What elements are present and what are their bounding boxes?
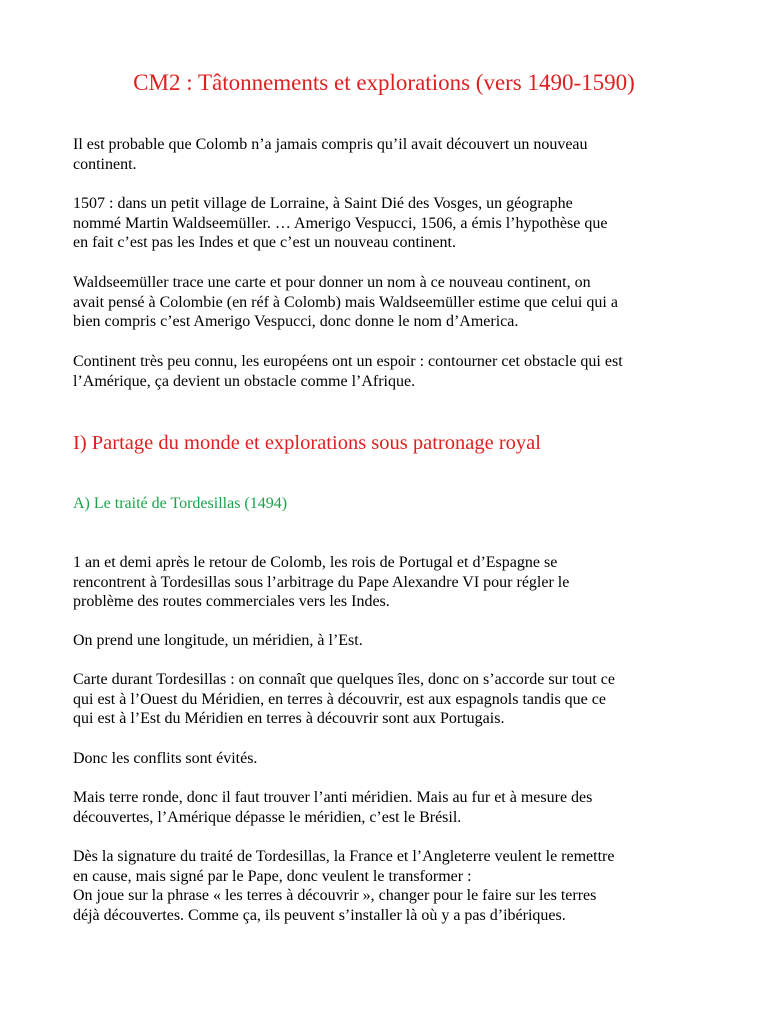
text-line: déjà découvertes. Comme ça, ils peuvent s’installer là où y a pas d’ibériques. <box>73 906 566 924</box>
paragraph <box>73 631 713 651</box>
paragraph <box>73 553 713 612</box>
text-line: Donc les conflits sont évités. <box>73 750 258 767</box>
text-line: On prend une longitude, un méridien, à l’Est. <box>73 632 363 649</box>
text-line: bien compris c’est Amerigo Vespucci, donc donne le nom d’America. <box>73 313 519 330</box>
text-line: 1 an et demi après le retour de Colomb, les rois de Portugal et d’Espagne se <box>73 554 558 571</box>
text-line: Dès la signature du traité de Tordesillas, la France et l’Angleterre veulent le remettre <box>73 848 615 865</box>
text-line: Il est probable que Colomb n’a jamais compris qu’il avait découvert un nouveau <box>73 136 588 153</box>
section-heading: I) Partage du monde et explorations sous patronage royal <box>73 432 541 454</box>
text-line: en fait c’est pas les Indes et que c’est un nouveau continent. <box>73 234 456 251</box>
page-title: CM2 : Tâtonnements et explorations (vers 1490-1590) <box>133 70 635 95</box>
text-line: Mais terre ronde, donc il faut trouver l’anti méridien. Mais au fur et à mesure des <box>73 789 593 806</box>
text-line: Continent très peu connu, les européens ont un espoir : contourner cet obstacle qui est <box>73 353 623 370</box>
text-line: qui est à l’Ouest du Méridien, en terres à découvrir, est aux espagnols tandis que ce <box>73 690 606 708</box>
text-line: Carte durant Tordesillas : on connaît que quelques îles, donc on s’accorde sur tout ce <box>73 671 615 688</box>
text-line: en cause, mais signé par le Pape, donc veulent le transformer : <box>73 867 472 885</box>
paragraph <box>73 670 713 729</box>
paragraph <box>73 273 713 332</box>
paragraph <box>73 788 713 827</box>
subsection-heading: A) Le traité de Tordesillas (1494) <box>73 495 288 512</box>
text-line: découvertes, l’Amérique dépasse le méridien, c’est le Brésil. <box>73 808 462 826</box>
text-line: nommé Martin Waldseemüller. … Amerigo Vespucci, 1506, a émis l’hypothèse que <box>73 214 608 232</box>
text-line: avait pensé à Colombie (en réf à Colomb) mais Waldseemüller estime que celui qui a <box>73 293 618 311</box>
text-line: l’Amérique, ça devient un obstacle comme l’Afrique. <box>73 372 416 390</box>
paragraph <box>73 194 713 253</box>
paragraph <box>73 135 713 174</box>
paragraph <box>73 352 713 391</box>
text-line: rencontrent à Tordesillas sous l’arbitrage du Pape Alexandre VI pour régler le <box>73 573 570 591</box>
paragraph <box>73 847 713 925</box>
text-line: qui est à l’Est du Méridien en terres à découvrir sont aux Portugais. <box>73 710 505 727</box>
paragraph <box>73 749 713 769</box>
text-line: continent. <box>73 155 137 173</box>
text-line: 1507 : dans un petit village de Lorraine, à Saint Dié des Vosges, un géographe <box>73 195 573 212</box>
text-line: problème des routes commerciales vers les Indes. <box>73 593 390 610</box>
text-line: Waldseemüller trace une carte et pour donner un nom à ce nouveau continent, on <box>73 274 591 291</box>
text-line: On joue sur la phrase « les terres à découvrir », changer pour le faire sur les terres <box>73 887 597 904</box>
